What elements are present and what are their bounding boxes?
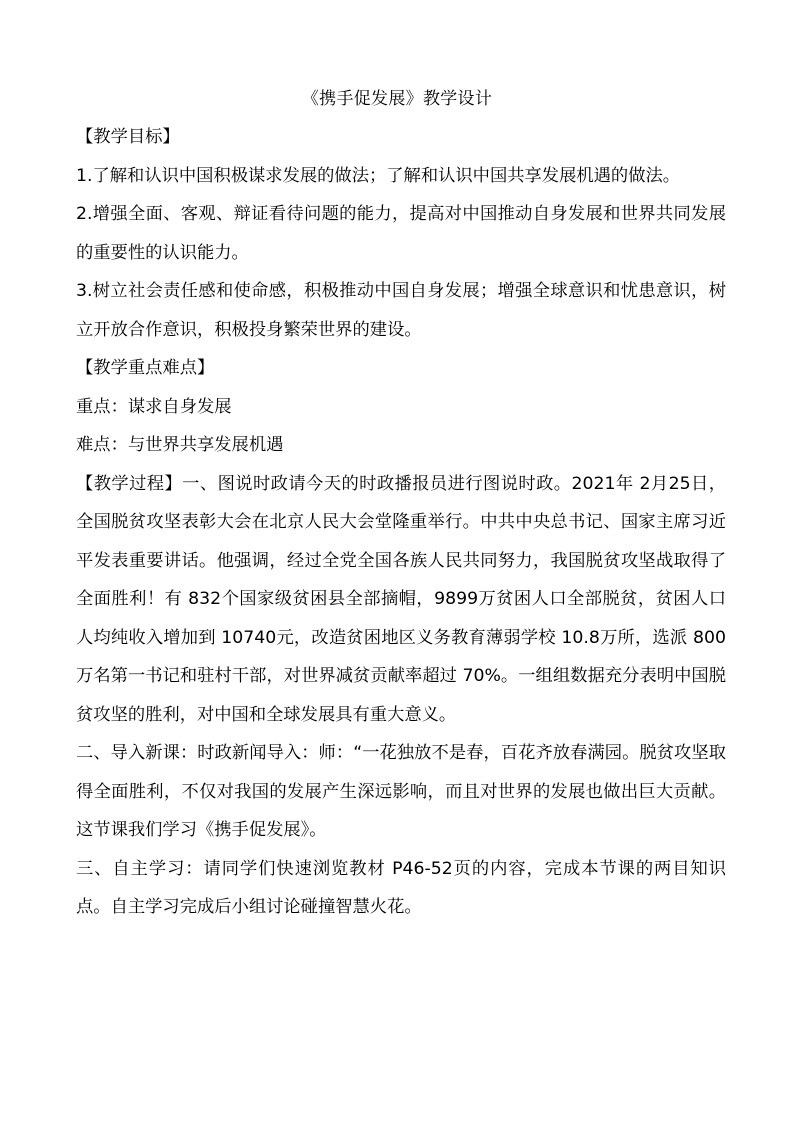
objective-item-2: 2.增强全面、客观、辩证看待问题的能力，提高对中国推动自身发展和世界共同发展的重要性的认识能力。 [76,204,726,263]
objective-item-1: 1.了解和认识中国积极谋求发展的做法；了解和认识中国共享发展机遇的做法。 [76,165,681,186]
difficult-point: 难点：与世界共享发展机遇 [76,435,284,455]
keypoints-heading: 【教学重点难点】 [76,358,215,378]
objectives-heading: 【教学目标】 [76,127,180,147]
process-step-3: 三、自主学习：请同学们快速浏览教材 P46-52页的内容，完成本节课的两目知识点。自主学习完成后小组讨论碰撞智慧火花。 [76,858,726,917]
key-point: 重点：谋求自身发展 [76,396,232,417]
objective-item-3: 3.树立社会责任感和使命感，积极推动中国自身发展；增强全球意识和忧患意识，树立开放合作意识，积极投身繁荣世界的建设。 [76,281,726,340]
process-step-2: 二、导入新课：时政新闻导入：师：“一花独放不是春，百花齐放春满园。脱贫攻坚取得全面胜利，不仅对我国的发展产生深远影响，而且对世界的发展也做出巨大贡献。这节课我们学习《携手促发展》。 [76,743,726,840]
document-title: 《携手促发展》教学设计 [301,89,493,109]
process-step-1: 【教学过程】一、图说时政请今天的时政播报员进行图说时政。2021年 2月25日，全国脱贫攻坚表彰大会在北京人民大会堂隆重举行。中共中央总书记、国家主席习近平发表重要讲话。他强调，经过全党全国各族人民共同努力，我国脱贫攻坚战取得了全面胜利！有 832个国家级贫困县全部摘帽，9899万贫困人口全部脱贫，贫困人口人均纯收入增加到 10740元，改造贫困地区义务教育薄弱学校 10.8万所，选派 800万名第一书记和驻村干部，对世界减贫贡献率超过 70%。一组组数据充分表明中国脱贫攻坚的胜利，对中国和全球发展具有重大意义。 [76,473,726,725]
document-body [76,118,726,927]
